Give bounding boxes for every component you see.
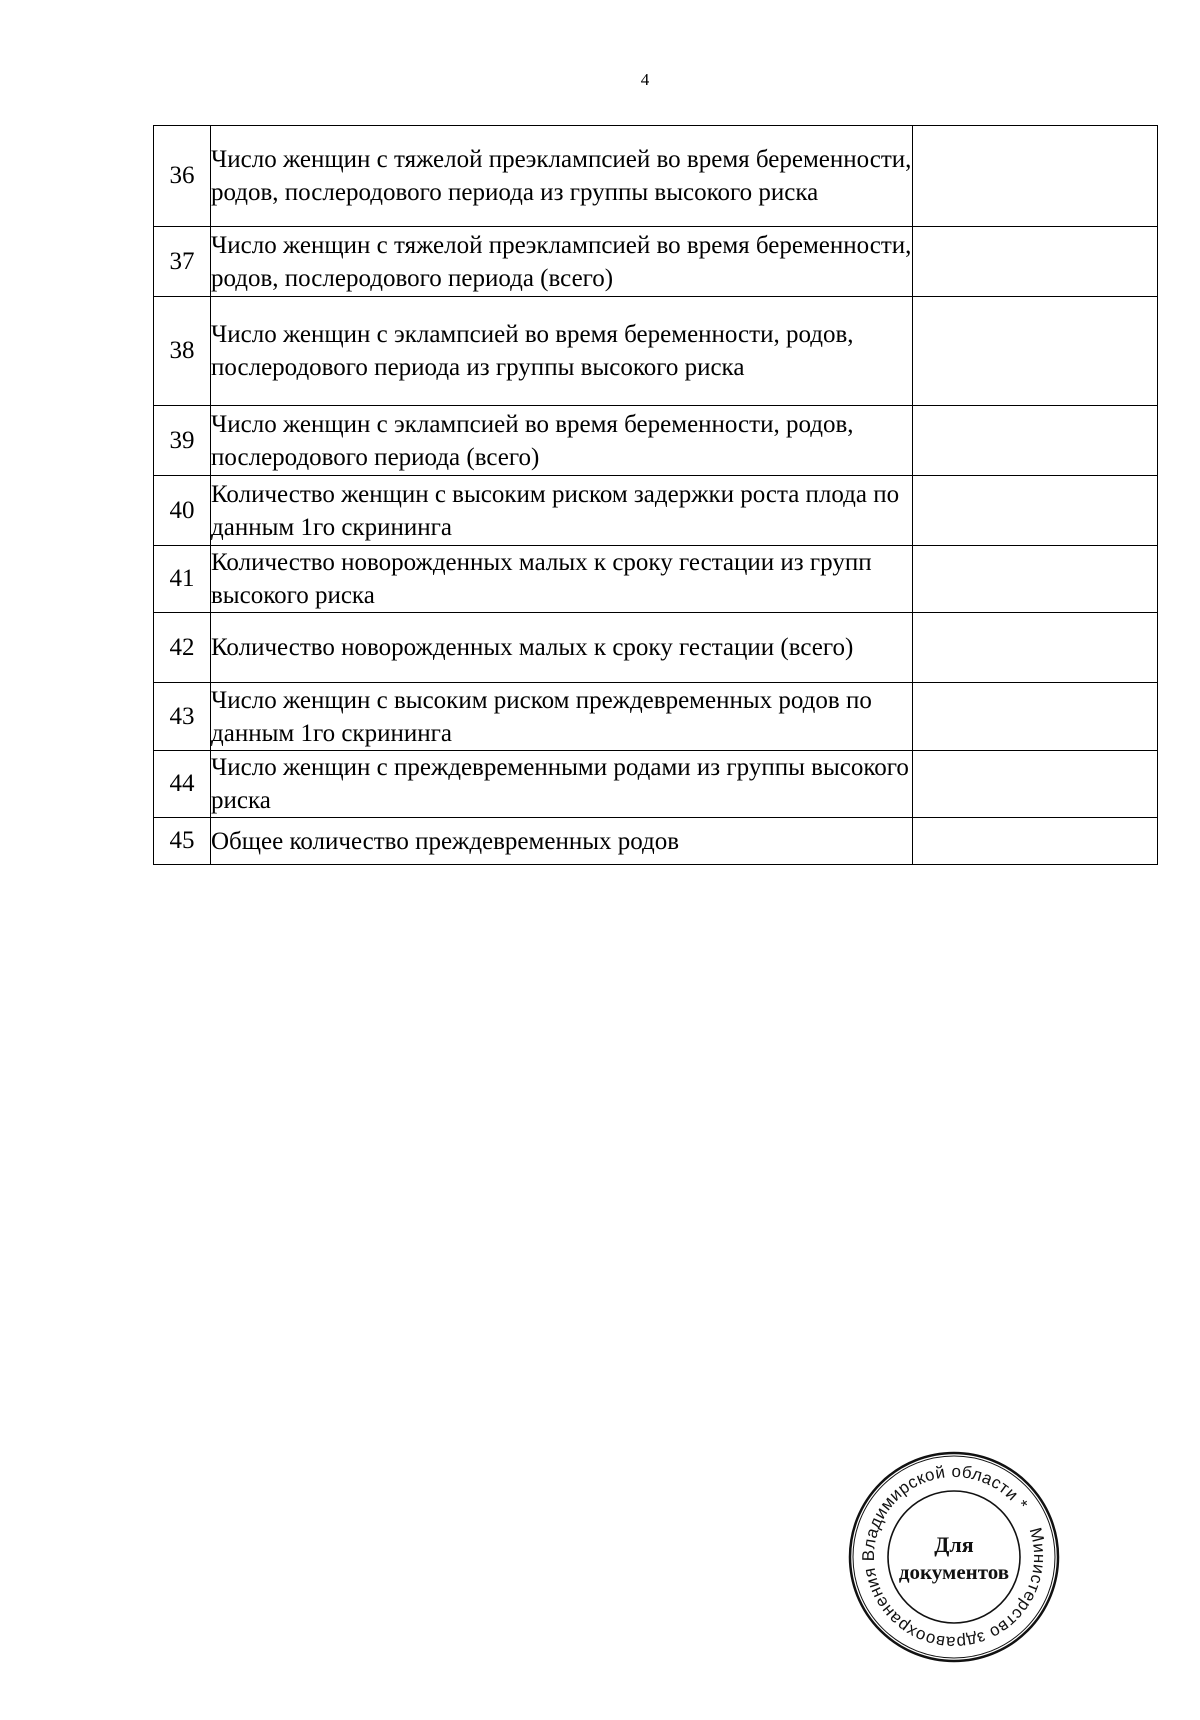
row-description: Количество женщин с высоким риском задержки роста плода по данным 1го скрининга	[211, 476, 913, 546]
stamp-graphic	[845, 1448, 1063, 1666]
table-row	[154, 126, 1158, 227]
row-description: Число женщин с высоким риском преждевременных родов по данным 1го скрининга	[211, 683, 913, 751]
stamp-center-line2: документов	[898, 1560, 1010, 1584]
row-description: Число женщин с тяжелой преэклампсией во время беременности, родов, послеродового периода из группы высокого риска	[211, 126, 913, 227]
row-value-cell	[913, 126, 1158, 227]
table-row	[154, 683, 1158, 751]
row-number: 38	[154, 297, 211, 406]
row-value-cell	[913, 751, 1158, 818]
stamp-center-ring	[888, 1491, 1020, 1623]
indicators-table	[153, 125, 1158, 865]
table-row	[154, 546, 1158, 613]
official-stamp	[845, 1448, 1063, 1666]
row-number: 42	[154, 613, 211, 683]
row-number: 40	[154, 476, 211, 546]
table-row	[154, 476, 1158, 546]
table-row	[154, 227, 1158, 297]
row-description: Количество новорожденных малых к сроку гестации (всего)	[211, 613, 913, 683]
stamp-inner-ring	[853, 1456, 1055, 1658]
stamp-outer-ring	[850, 1453, 1058, 1661]
row-value-cell	[913, 227, 1158, 297]
row-description: Количество новорожденных малых к сроку гестации из групп высокого риска	[211, 546, 913, 613]
page-number: 4	[640, 70, 650, 89]
row-number: 45	[154, 818, 211, 865]
row-number: 36	[154, 126, 211, 227]
row-value-cell	[913, 406, 1158, 476]
row-description: Число женщин с тяжелой преэклампсией во время беременности, родов, послеродового периода (всего)	[211, 227, 913, 297]
row-number: 44	[154, 751, 211, 818]
row-value-cell	[913, 613, 1158, 683]
row-number: 41	[154, 546, 211, 613]
stamp-center-line1: Для	[934, 1532, 974, 1557]
row-number: 37	[154, 227, 211, 297]
row-number: 39	[154, 406, 211, 476]
stamp-ring-textpath: Министерство здравоохранения Владимирской области *	[858, 1461, 1050, 1653]
table-row	[154, 297, 1158, 406]
row-description: Общее количество преждевременных родов	[211, 818, 913, 865]
row-value-cell	[913, 546, 1158, 613]
row-value-cell	[913, 476, 1158, 546]
row-description: Число женщин с преждевременными родами из группы высокого риска	[211, 751, 913, 818]
table-row	[154, 751, 1158, 818]
table-row	[154, 406, 1158, 476]
table-row	[154, 818, 1158, 865]
row-description: Число женщин с эклампсией во время беременности, родов, послеродового периода из группы высокого риска	[211, 297, 913, 406]
table-row	[154, 613, 1158, 683]
row-value-cell	[913, 818, 1158, 865]
row-value-cell	[913, 683, 1158, 751]
row-description: Число женщин с эклампсией во время беременности, родов, послеродового периода (всего)	[211, 406, 913, 476]
row-value-cell	[913, 297, 1158, 406]
row-number: 43	[154, 683, 211, 751]
